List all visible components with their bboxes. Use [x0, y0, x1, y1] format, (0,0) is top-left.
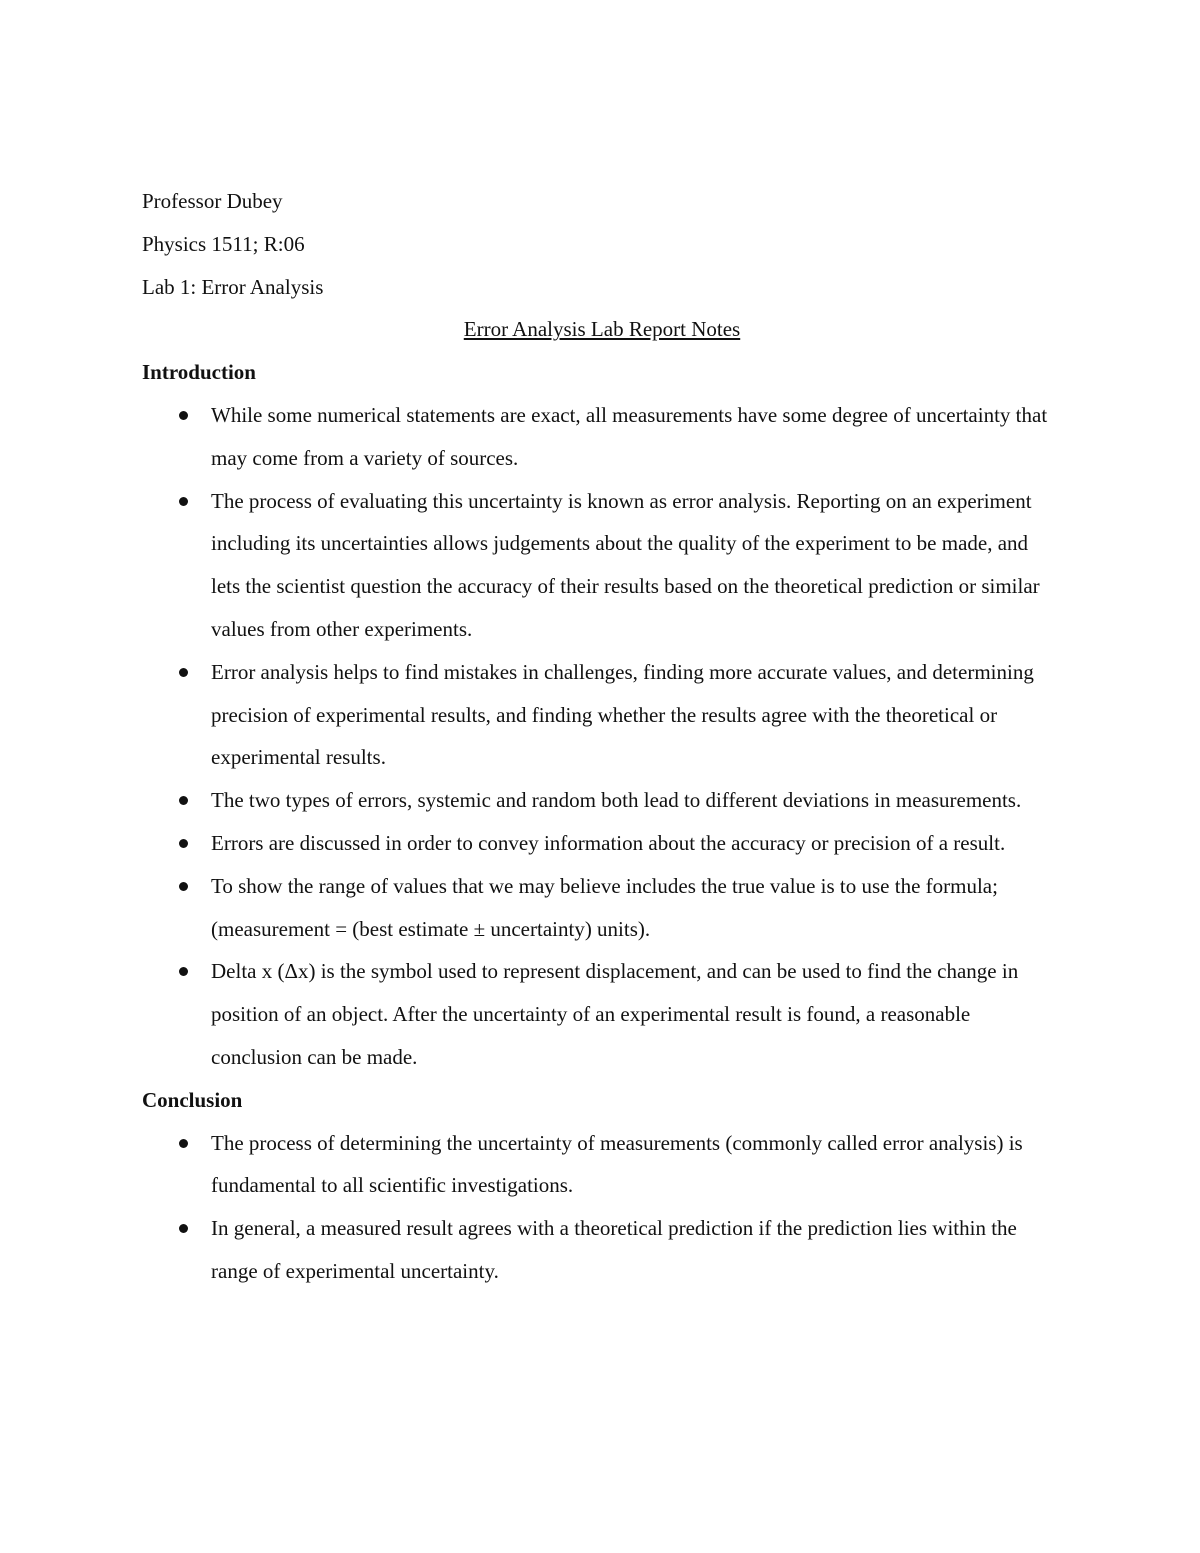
list-item-text: Error analysis helps to find mistakes in challenges, finding more accurate values, and determining precision of experimental results, and finding whether the results agree with the theoretical or experimental results. — [211, 659, 1034, 770]
list-item — [142, 779, 1062, 822]
document-title: Error Analysis Lab Report Notes — [463, 317, 741, 342]
list-item — [142, 1122, 1062, 1208]
bullet-icon — [179, 882, 188, 891]
professor-name: Professor Dubey — [142, 189, 283, 213]
bullet-icon — [179, 967, 188, 976]
list-item — [142, 950, 1062, 1078]
list-item — [142, 822, 1062, 865]
lab-title: Lab 1: Error Analysis — [142, 274, 324, 299]
list-item — [142, 865, 1062, 951]
bullet-icon — [179, 1139, 188, 1148]
list-item-text: The process of evaluating this uncertainty is known as error analysis. Reporting on an experiment including its uncertainties allows judgements about the quality of the experiment to be made, and lets the scientist question the accuracy of their results based on the theoretical prediction or similar values from other experiments. — [211, 488, 1040, 641]
list-item — [142, 480, 1062, 651]
list-item-text: While some numerical statements are exact, all measurements have some degree of uncertainty that may come from a variety of sources. — [211, 402, 1048, 470]
bullet-icon — [179, 1224, 188, 1233]
list-item-text: The process of determining the uncertainty of measurements (commonly called error analysis) is fundamental to all scientific investigations. — [211, 1130, 1023, 1198]
document-body — [142, 180, 1062, 1293]
conclusion-heading: Conclusion — [142, 1087, 243, 1112]
conclusion-list — [142, 1122, 1062, 1293]
bullet-icon — [179, 411, 188, 420]
list-item-text: To show the range of values that we may believe includes the true value is to use the formula; (measurement = (best estimate ± uncertainty) units). — [211, 873, 998, 941]
list-item — [142, 1207, 1062, 1293]
list-item-text: Errors are discussed in order to convey information about the accuracy or precision of a result. — [211, 830, 1006, 855]
bullet-icon — [179, 839, 188, 848]
bullet-icon — [179, 668, 188, 677]
list-item — [142, 651, 1062, 779]
bullet-icon — [179, 796, 188, 805]
list-item — [142, 394, 1062, 480]
list-item-text: The two types of errors, systemic and random both lead to different deviations in measurements. — [211, 788, 1022, 813]
bullet-icon — [179, 497, 188, 506]
list-item-text: In general, a measured result agrees with a theoretical prediction if the prediction lies within the range of experimental uncertainty. — [211, 1216, 1017, 1283]
course-info: Physics 1511; R:06 — [142, 231, 305, 256]
list-item-text: Delta x (Δx) is the symbol used to represent displacement, and can be used to find the change in position of an object. After the uncertainty of an experimental result is found, a reasonable conclusion can be made. — [211, 959, 1019, 1069]
introduction-heading: Introduction — [142, 360, 256, 385]
introduction-list — [142, 394, 1062, 1079]
